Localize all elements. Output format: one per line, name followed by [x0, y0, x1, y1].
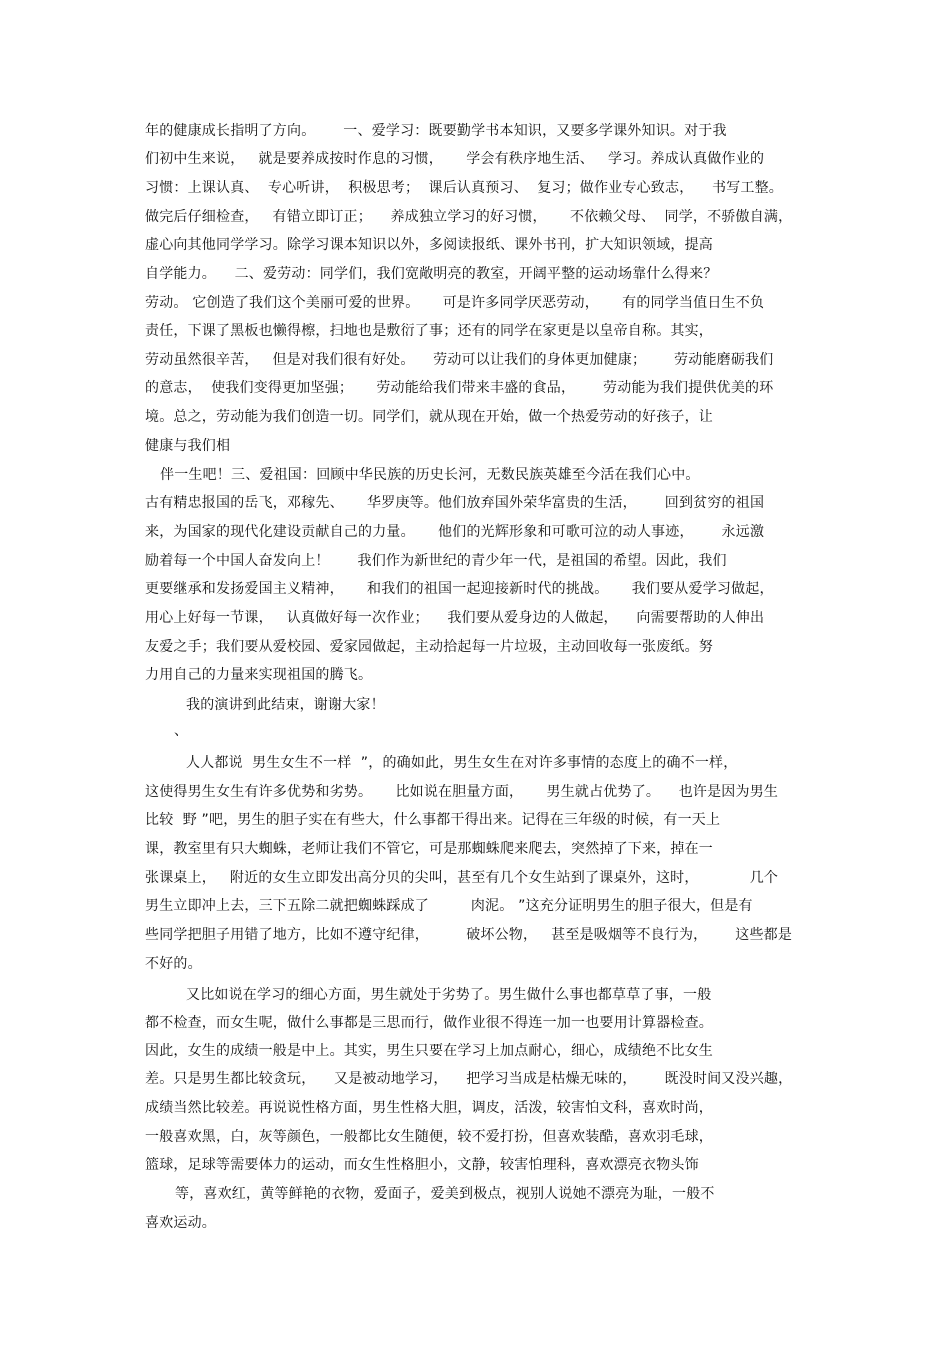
- text-line: 差。只是男生都比较贪玩， 又是被动地学习， 把学习当成是枯燥无味的， 既没时间又没兴趣，: [145, 1071, 793, 1087]
- text-line: 励着每一个中国人奋发向上！ 我们作为新世纪的青少年一代，是祖国的希望。因此，我们: [145, 553, 727, 569]
- text-line: 课，教室里有只大蜘蛛，老师让我们不管它，可是那蜘蛛爬来爬去，突然掉了下来，掉在一: [145, 841, 713, 857]
- text-line: 做完后仔细检查， 有错立即订正； 养成独立学习的好习惯， 不依赖父母、 同学，不骄傲自满，: [145, 209, 793, 225]
- text-line: 又比如说在学习的细心方面，男生就处于劣势了。男生做什么事也都草草了事，一般: [186, 987, 712, 1003]
- text-line: 健康与我们相: [145, 438, 231, 454]
- text-line: 张课桌上， 附近的女生立即发出高分贝的尖叫，甚至有几个女生站到了课桌外，这时， 几个: [145, 870, 779, 886]
- text-line: 更要继承和发扬爱国主义精神， 和我们的祖国一起迎接新时代的挑战。 我们要从爱学习做起，: [145, 581, 774, 597]
- text-line: 虚心向其他同学学习。除学习课本知识以外，多阅读报纸、课外书刊，扩大知识领域，提高: [145, 237, 713, 253]
- text-line: 年的健康成长指明了方向。 一、爱学习：既要勤学书本知识，又要多学课外知识。对于我: [145, 123, 727, 139]
- text-line: 喜欢运动。: [145, 1215, 216, 1231]
- text-line: 友爱之手；我们要从爱校园、爱家园做起，主动拾起每一片垃圾，主动回收每一张废纸。努: [145, 639, 713, 655]
- text-line: 力用自己的力量来实现祖国的腾飞。: [145, 667, 373, 683]
- text-line: 劳动虽然很辛苦， 但是对我们很有好处。 劳动可以让我们的身体更加健康； 劳动能磨砺我们: [145, 352, 774, 368]
- text-line: 因此，女生的成绩一般是中上。其实，男生只要在学习上加点耐心，细心，成绩绝不比女生: [145, 1043, 713, 1059]
- text-line: 比较 野 ”吧，男生的胆子实在有些大，什么事都干得出来。记得在三年级的时候，有一天上: [145, 812, 721, 828]
- text-line: 伴一生吧！三、爱祖国：回顾中华民族的历史长河，无数民族英雄至今活在我们心中。: [160, 467, 700, 483]
- text-line: 成绩当然比较差。再说说性格方面，男生性格大胆，调皮，活泼，较害怕文科，喜欢时尚，: [145, 1100, 713, 1116]
- text-line: 自学能力。 二、爱劳动：同学们，我们宽敞明亮的教室，开阔平整的运动场靠什么得来？: [145, 266, 718, 282]
- text-line: 人人都说 男生女生不一样 ”，的确如此，男生女生在对许多事情的态度上的确不一样，: [186, 755, 738, 771]
- text-line: 责任，下课了黑板也懒得檫，扫地也是敷衍了事；还有的同学在家更是以皇帝自称。其实，: [145, 323, 713, 339]
- text-line: 都不检查，而女生呢，做什么事都是三思而行，做作业很不得连一加一也要用计算器检查。: [145, 1015, 713, 1031]
- text-line: 们初中生来说， 就是要养成按时作息的习惯， 学会有秩序地生活、 学习。养成认真做作业的: [145, 151, 765, 167]
- text-line: 些同学把胆子用错了地方，比如不遵守纪律， 破坏公物， 甚至是吸烟等不良行为， 这些都是: [145, 927, 793, 943]
- text-line: 境。总之，劳动能为我们创造一切。同学们，就从现在开始，做一个热爱劳动的好孩子，让: [145, 409, 713, 425]
- text-line: 男生立即冲上去，三下五除二就把蜘蛛踩成了 肉泥。 ”这充分证明男生的胆子很大，但是有: [145, 898, 753, 914]
- text-line: 的意志， 使我们变得更加坚强； 劳动能给我们带来丰盛的食品， 劳动能为我们提供优美的环: [145, 380, 774, 396]
- text-line: 一般喜欢黑，白，灰等颜色，一般都比女生随便，较不爱打扮，但喜欢装酷，喜欢羽毛球，: [145, 1129, 713, 1145]
- text-line: 古有精忠报国的岳飞，邓稼先、 华罗庚等。他们放弃国外荣华富贵的生活， 回到贫穷的祖国: [145, 495, 765, 511]
- text-line: 我的演讲到此结束，谢谢大家！: [186, 697, 385, 713]
- text-line: 这使得男生女生有许多优势和劣势。 比如说在胆量方面， 男生就占优势了。 也许是因为男生: [145, 784, 779, 800]
- text-line: 来，为国家的现代化建设贡献自己的力量。 他们的光辉形象和可歌可泣的动人事迹， 永远激: [145, 524, 765, 540]
- text-line: 篮球，足球等需要体力的运动，而女生性格胆小，文静，较害怕理科，喜欢漂亮衣物头饰: [145, 1157, 699, 1173]
- text-line: 不好的。: [145, 956, 202, 972]
- text-line: 等，喜欢红，黄等鲜艳的衣物，爱面子，爱美到极点，视别人说她不漂亮为耻，一般不: [175, 1186, 715, 1202]
- text-line: 劳动。 它创造了我们这个美丽可爱的世界。 可是许多同学厌恶劳动， 有的同学当值日生不负: [145, 295, 765, 311]
- text-line: 习惯：上课认真、 专心听讲， 积极思考； 课后认真预习、 复习；做作业专心致志， 书写工整。: [145, 180, 783, 196]
- text-line: 、: [174, 723, 189, 739]
- text-line: 用心上好每一节课， 认真做好每一次作业； 我们要从爱身边的人做起， 向需要帮助的人伸出: [145, 610, 765, 626]
